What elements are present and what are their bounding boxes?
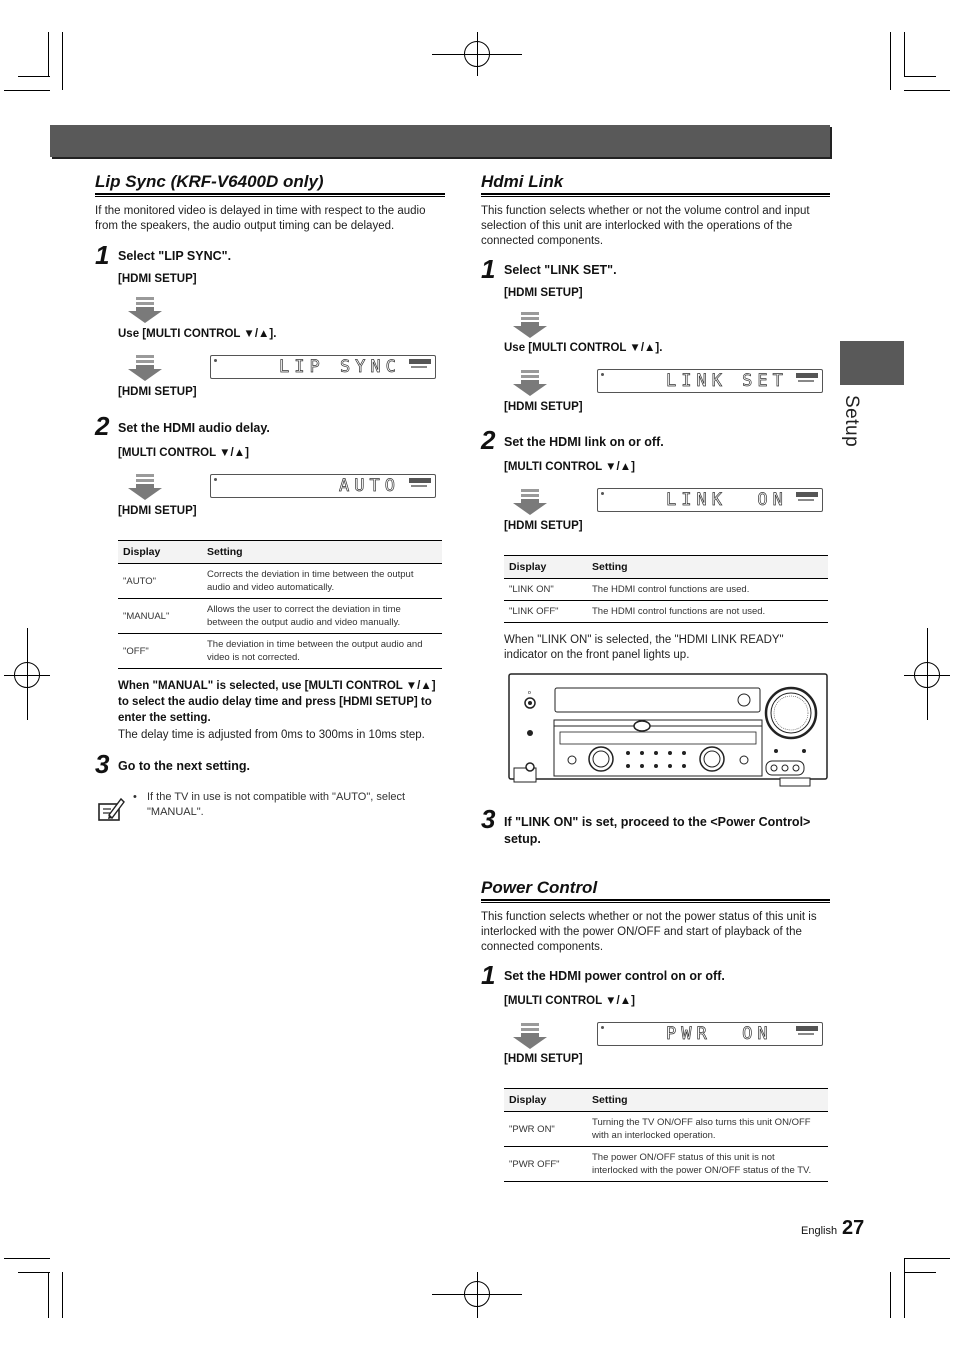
front-panel-display (597, 1022, 823, 1046)
crop-mark (904, 90, 950, 91)
table-cell: Turning the TV ON/OFF also turns this unit ON/OFF with an interlocked operation. (587, 1112, 828, 1147)
table-row (504, 1147, 828, 1182)
table-cell: "AUTO" (118, 564, 202, 599)
table-cell: "PWR ON" (504, 1112, 587, 1147)
header-bar (50, 125, 830, 157)
lip-sync-intro: If the monitored video is delayed in time with respect to the audio from the speakers, the audio output timing can be delayed. (95, 205, 426, 232)
delay-text: The delay time is adjusted from 0ms to 300ms in 10ms step. (118, 729, 425, 741)
front-panel-display (210, 474, 436, 498)
menu-label: [HDMI SETUP] (504, 1053, 583, 1065)
step-text: If "LINK ON" is set, proceed to the <Power Control> setup. (504, 815, 811, 846)
step-number: 2 (481, 425, 496, 455)
down-arrow-icon (128, 355, 162, 381)
step-text: Select "LINK SET". (504, 263, 617, 277)
crop-mark (62, 1272, 63, 1318)
menu-label: [HDMI SETUP] (504, 401, 583, 413)
crop-mark (18, 76, 50, 77)
step-number: 2 (95, 411, 110, 441)
table-row (118, 634, 442, 669)
table-cell: "MANUAL" (118, 599, 202, 634)
crop-mark (904, 1272, 936, 1273)
menu-label: [HDMI SETUP] (118, 505, 197, 517)
down-arrow-icon (128, 474, 162, 500)
power-control-intro: This function selects whether or not the power status of this unit is interlocked with the power ON/OFF and start of playback of the connected components. (481, 911, 817, 953)
link-ready-text: When "LINK ON" is selected, the "HDMI LINK READY" indicator on the front panel lights up. (504, 634, 784, 661)
crop-mark (4, 1258, 50, 1259)
side-tab (840, 341, 904, 385)
crop-mark (48, 32, 49, 76)
table-row (118, 599, 442, 634)
display-text: LINK ON (666, 490, 788, 510)
control-label: [MULTI CONTROL ▼/▲] (118, 447, 249, 459)
section-rule (95, 193, 445, 197)
table-cell: Allows the user to correct the deviation in time between the output audio and video manually. (202, 599, 442, 634)
crop-mark (48, 1272, 49, 1318)
table-cell: "LINK ON" (504, 579, 587, 601)
step-number: 1 (481, 960, 496, 990)
lip-sync-table (118, 540, 442, 669)
display-text: AUTO (339, 476, 400, 496)
table-header: Display (118, 541, 202, 564)
table-header: Setting (587, 556, 828, 579)
svg-text:o: o (528, 690, 531, 696)
front-panel-display (210, 355, 436, 379)
table-header: Setting (202, 541, 442, 564)
note-icon (97, 795, 125, 823)
step-number: 1 (95, 240, 110, 270)
step-number: 3 (95, 749, 110, 779)
receiver-front-panel-illustration (508, 673, 829, 788)
crop-mark (890, 1272, 891, 1318)
registration-mark (464, 1281, 490, 1307)
table-cell: The HDMI control functions are used. (587, 579, 828, 601)
down-arrow-icon (513, 312, 547, 338)
hdmi-link-table (504, 555, 828, 623)
control-label: Use [MULTI CONTROL ▼/▲]. (504, 342, 663, 354)
table-cell: "OFF" (118, 634, 202, 669)
manual-instruction: When "MANUAL" is selected, use [MULTI CONTROL ▼/▲] to select the audio delay time and press [HDMI SETUP] to enter the setting. (118, 680, 436, 724)
page-number: 27 (842, 1217, 865, 1239)
registration-mark (14, 662, 40, 688)
table-cell: The deviation in time between the output audio and video is not corrected. (202, 634, 442, 669)
down-arrow-icon (513, 1023, 547, 1049)
crop-mark (890, 32, 891, 90)
crop-mark (4, 90, 50, 91)
hdmi-link-intro: This function selects whether or not the volume control and input selection of this unit are interlocked with the operations of the connected components. (481, 205, 810, 247)
lip-sync-title: Lip Sync (KRF-V6400D only) (95, 172, 324, 191)
crop-mark (904, 32, 905, 76)
display-text: LINK SET (666, 371, 788, 391)
menu-label: [HDMI SETUP] (118, 273, 197, 285)
down-arrow-icon (128, 297, 162, 323)
step-number: 1 (481, 254, 496, 284)
down-arrow-icon (513, 370, 547, 396)
step-text: Set the HDMI link on or off. (504, 435, 664, 449)
power-control-table (504, 1088, 828, 1182)
step-text: Set the HDMI power control on or off. (504, 969, 725, 983)
side-tab-label: Setup (841, 395, 862, 448)
table-cell: Corrects the deviation in time between the output audio and video automatically. (202, 564, 442, 599)
table-row (118, 564, 442, 599)
table-row (504, 601, 828, 623)
crop-mark (904, 1258, 950, 1259)
hdmi-link-title: Hdmi Link (481, 172, 564, 191)
table-cell: "PWR OFF" (504, 1147, 587, 1182)
front-panel-display (597, 488, 823, 512)
registration-mark (914, 662, 940, 688)
bullet: • (133, 791, 137, 803)
crop-mark (18, 1272, 50, 1273)
control-label: [MULTI CONTROL ▼/▲] (504, 461, 635, 473)
table-header: Display (504, 1089, 587, 1112)
down-arrow-icon (513, 489, 547, 515)
section-rule (481, 193, 830, 197)
crop-mark (904, 76, 936, 77)
table-row (504, 1112, 828, 1147)
table-row (504, 579, 828, 601)
table-header: Display (504, 556, 587, 579)
step-text: Set the HDMI audio delay. (118, 421, 270, 435)
note-text: If the TV in use is not compatible with "AUTO", select "MANUAL". (147, 791, 406, 818)
step-number: 3 (481, 804, 496, 834)
menu-label: [HDMI SETUP] (504, 520, 583, 532)
table-header: Setting (587, 1089, 828, 1112)
registration-mark (464, 41, 490, 67)
menu-label: [HDMI SETUP] (504, 287, 583, 299)
front-panel-display (597, 369, 823, 393)
language-label: English (801, 1225, 838, 1237)
power-control-title: Power Control (481, 878, 598, 897)
table-cell: "LINK OFF" (504, 601, 587, 623)
crop-mark (62, 32, 63, 90)
control-label: [MULTI CONTROL ▼/▲] (504, 995, 635, 1007)
section-rule (481, 899, 830, 903)
table-cell: The power ON/OFF status of this unit is not interlocked with the power ON/OFF status of the TV. (587, 1147, 828, 1182)
step-text: Go to the next setting. (118, 759, 250, 773)
crop-mark (904, 1258, 905, 1318)
menu-label: [HDMI SETUP] (118, 386, 197, 398)
control-label: Use [MULTI CONTROL ▼/▲]. (118, 328, 277, 340)
step-text: Select "LIP SYNC". (118, 249, 232, 263)
display-text: PWR ON (666, 1024, 773, 1044)
display-text: LIP SYNC (279, 357, 401, 377)
table-cell: The HDMI control functions are not used. (587, 601, 828, 623)
